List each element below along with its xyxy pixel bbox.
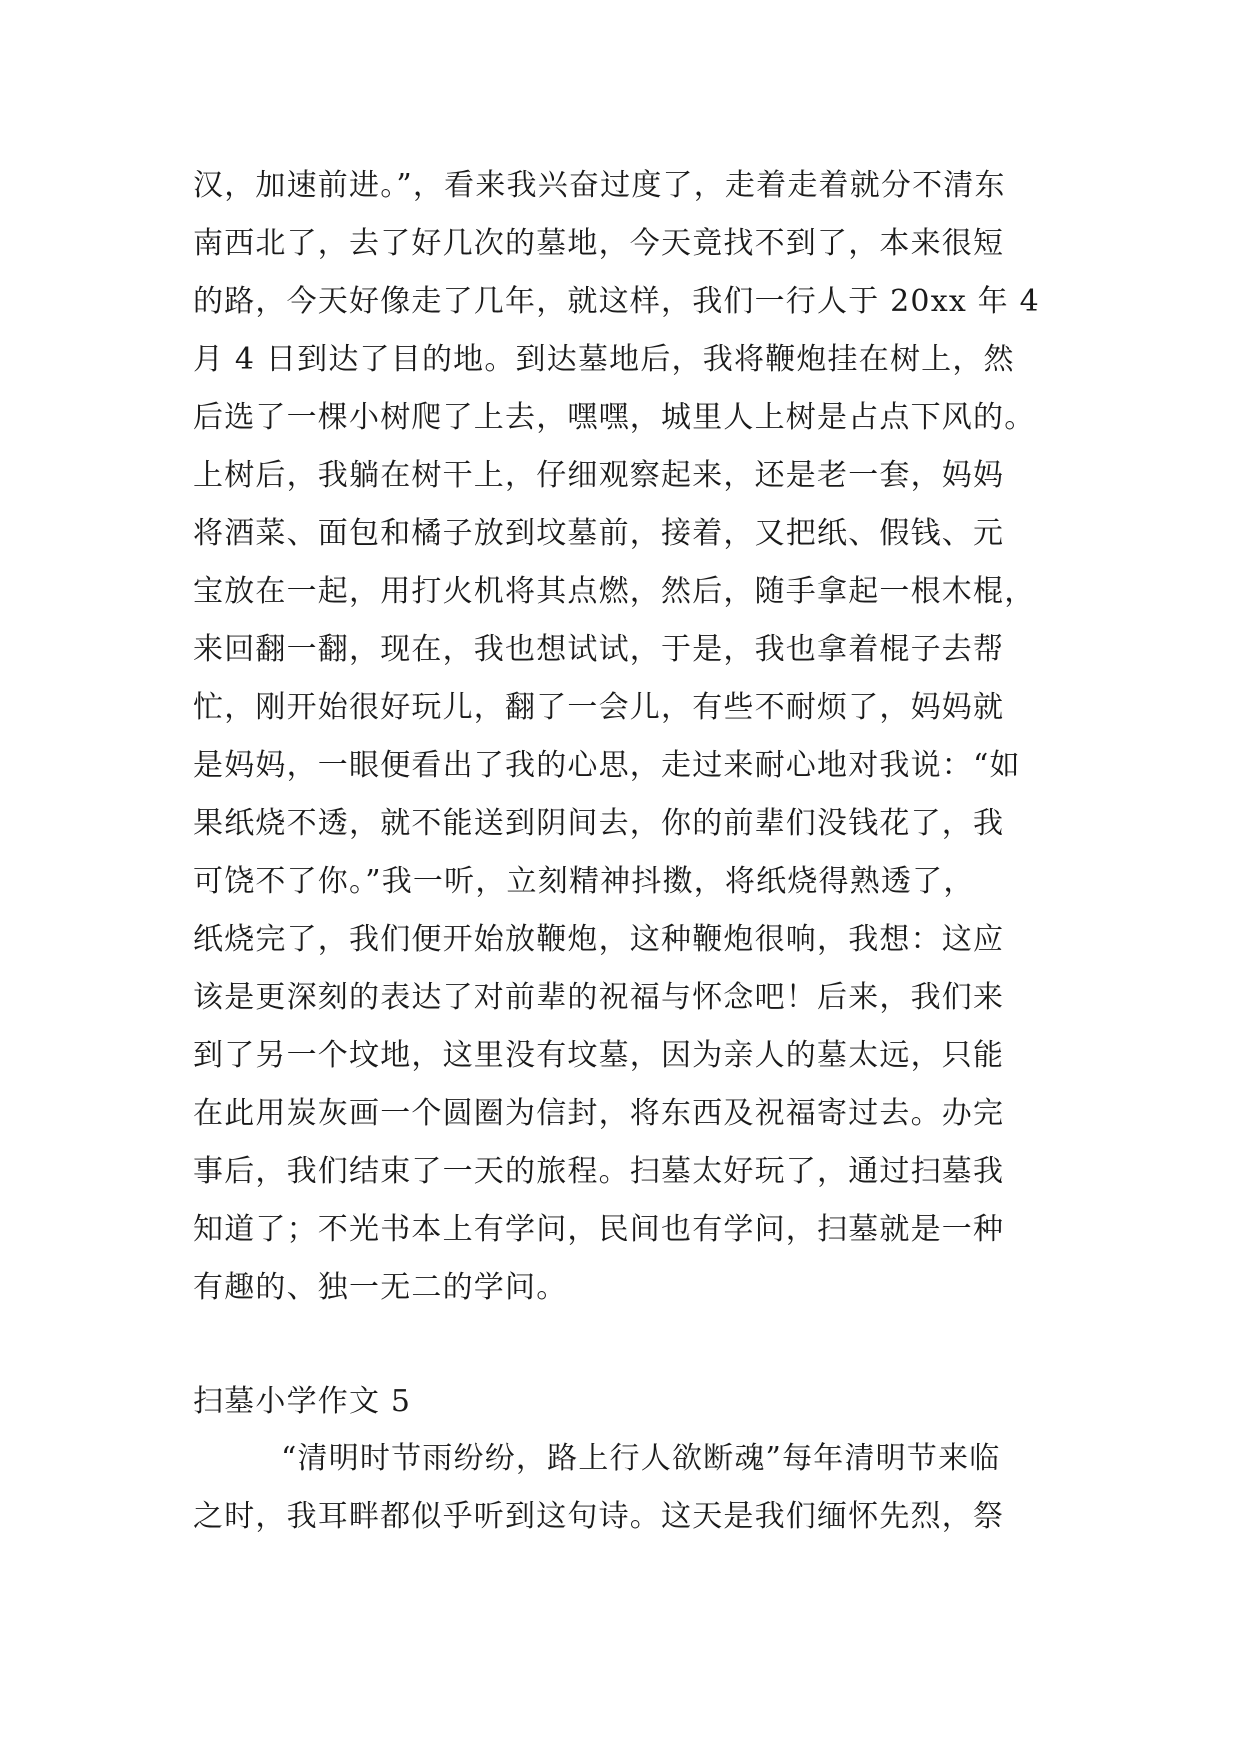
text-line: 来回翻一翻，现在，我也想试试，于是，我也拿着棍子去帮	[193, 632, 1005, 667]
text-line: 该是更深刻的表达了对前辈的祝福与怀念吧！后来，我们来	[193, 980, 1005, 1015]
text-line: 知道了；不光书本上有学问，民间也有学问，扫墓就是一种	[193, 1212, 1005, 1247]
text-line: 在此用炭灰画一个圆圈为信封，将东西及祝福寄过去。办完	[193, 1096, 1005, 1131]
text-line: 到了另一个坟地，这里没有坟墓，因为亲人的墓太远，只能	[193, 1038, 1005, 1073]
text-line: 有趣的、独一无二的学问。	[193, 1270, 568, 1305]
text-line: “清明时节雨纷纷，路上行人欲断魂”每年清明节来临	[281, 1441, 1001, 1476]
text-line: 事后，我们结束了一天的旅程。扫墓太好玩了，通过扫墓我	[193, 1154, 1005, 1189]
text-line: 月 4 日到达了目的地。到达墓地后，我将鞭炮挂在树上，然	[193, 342, 1015, 377]
text-line: 之时，我耳畔都似乎听到这句诗。这天是我们缅怀先烈，祭	[193, 1499, 1005, 1534]
text-line: 是妈妈，一眼便看出了我的心思，走过来耐心地对我说：“如	[193, 748, 1021, 783]
text-line: 的路，今天好像走了几年，就这样，我们一行人于 20xx 年 4	[193, 284, 1040, 319]
text-line: 果纸烧不透，就不能送到阴间去，你的前辈们没钱花了，我	[193, 806, 1005, 841]
section-heading: 扫墓小学作文 5	[193, 1384, 412, 1419]
text-line: 后选了一棵小树爬了上去，嘿嘿，城里人上树是占点下风的。	[193, 400, 1036, 435]
text-line: 纸烧完了，我们便开始放鞭炮，这种鞭炮很响，我想：这应	[193, 922, 1005, 957]
text-line: 忙，刚开始很好玩儿，翻了一会儿，有些不耐烦了，妈妈就	[193, 690, 1005, 725]
text-line: 上树后，我躺在树干上，仔细观察起来，还是老一套，妈妈	[193, 458, 1005, 493]
text-line: 宝放在一起，用打火机将其点燃，然后，随手拿起一根木棍，	[193, 574, 1036, 609]
text-line: 汉，加速前进。”，看来我兴奋过度了，走着走着就分不清东	[193, 168, 1006, 203]
text-line: 将酒菜、面包和橘子放到坟墓前，接着，又把纸、假钱、元	[193, 516, 1005, 551]
essay-paragraph-2	[193, 1430, 1053, 1546]
essay-paragraph-1	[193, 157, 1053, 1317]
text-line: 南西北了，去了好几次的墓地，今天竟找不到了，本来很短	[193, 226, 1005, 261]
text-line: 可饶不了你。”我一听，立刻精神抖擞，将纸烧得熟透了，	[193, 864, 975, 899]
